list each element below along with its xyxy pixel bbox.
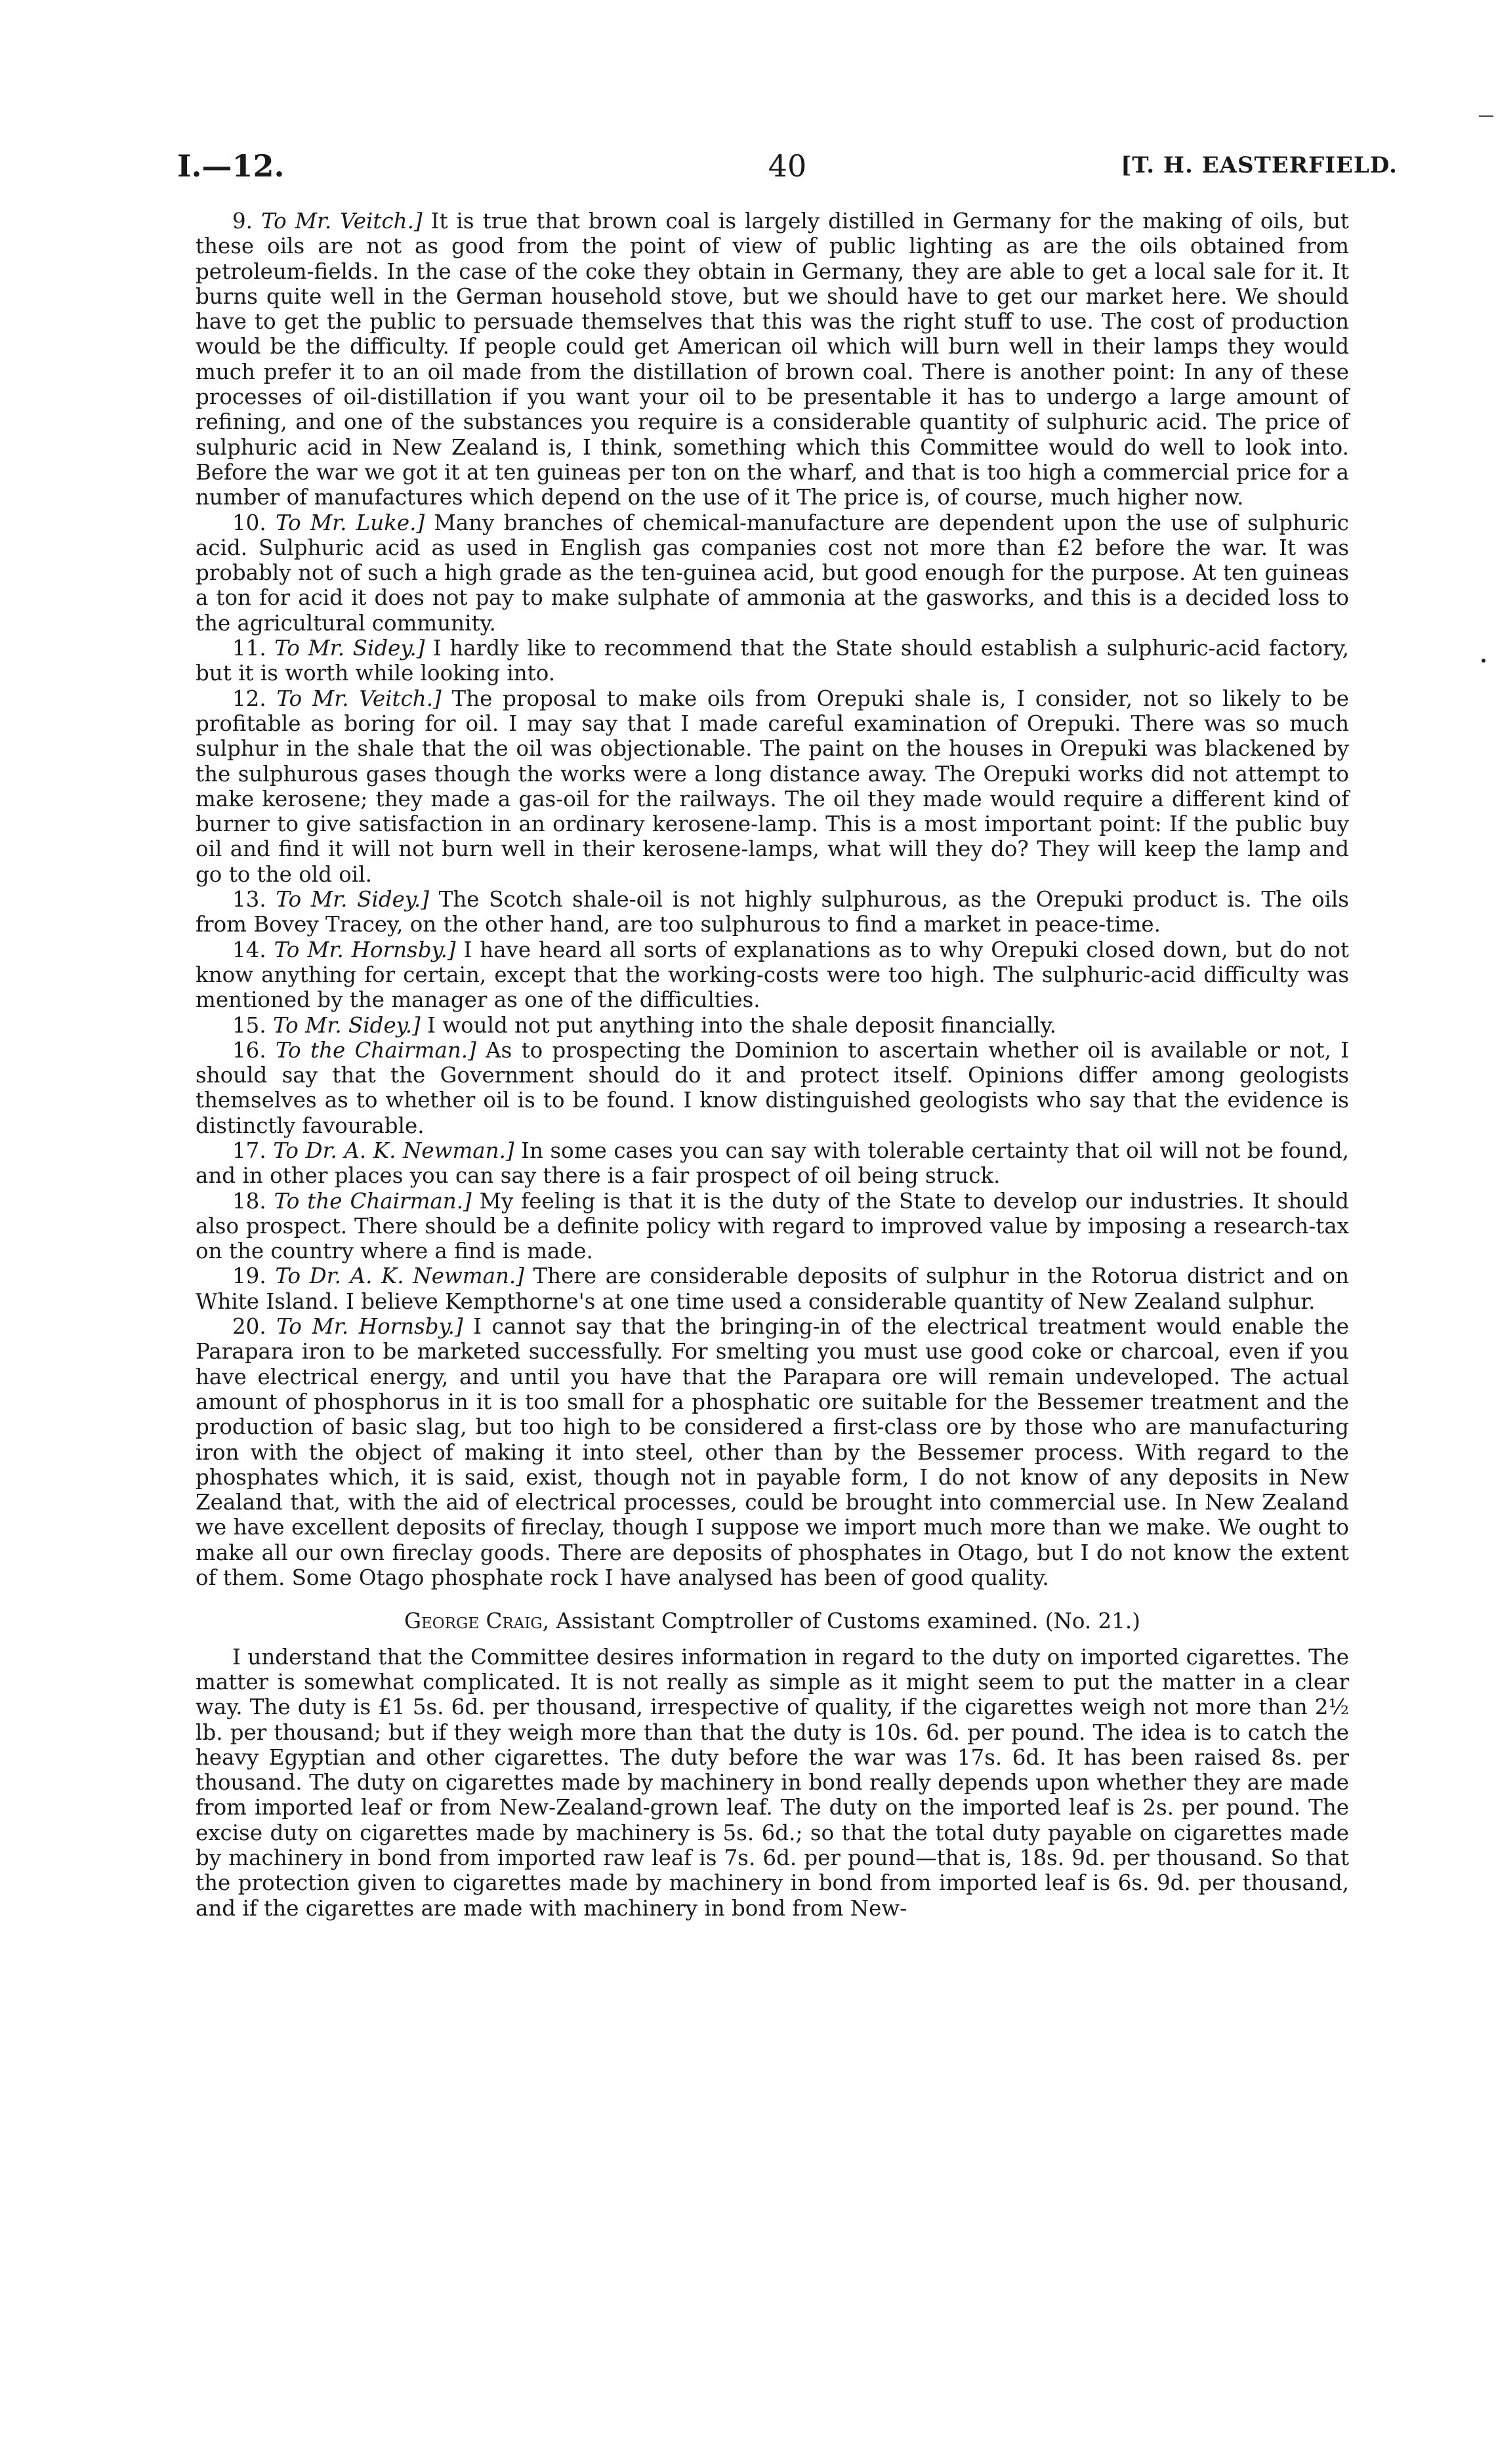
addressee: To Dr. A. K. Newman.] <box>273 1138 514 1163</box>
paragraph-number: 11. <box>232 636 266 661</box>
addressee: To the Chairman.] <box>276 1037 476 1063</box>
paragraph-number: 12. <box>232 686 266 711</box>
paragraph-number: 15. <box>232 1012 266 1038</box>
paragraph-text: It is true that brown coal is largely distilled in Germany for the making of oils, but these oils are not as good from the point of view of public lighting as are the oils obtained from petroleum-fields. In the case of the coke they obtain in Germany, they are able to get a local sale for it. It burns quite well in the German household stove, but we should have to get our market here. We should have to get the public to persuade themselves that this was the right stuff to use. The cost of production would be the difficulty. If people could get American oil which will burn well in their lamps they would much prefer it to an oil made from the distillation of brown coal. There is another point: In any of these processes of oil-distillation if you want your oil to be presentable it has to undergo a large amount of refining, and one of the substances you require is a considerable quantity of sulphuric acid. The price of sulphuric acid in New Zealand is, I think, something which this Committee would do well to look into. Before the war we got it at ten guineas per ton on the wharf, and that is too high a commercial price for a number of manufactures which depend on the use of it The price is, of course, much higher now. <box>196 209 1349 510</box>
paragraph-number: 9. <box>232 209 253 234</box>
closing-paragraph: I understand that the Committee desires information in regard to the duty on imported cigarettes. The matter is somewhat complicated. It is not really as simple as it might seem to put the matter in a clear way. The duty is £1 5s. 6d. per thousand, irrespective of quality, if the cigarettes weigh not more than 2½ lb. per thousand; but if they weigh more than that the duty is 10s. 6d. per pound. The idea is to catch the heavy Egyptian and other cigarettes. The duty before the war was 17s. 6d. It has been raised 8s. per thousand. The duty on cigarettes made by machinery in bond really depends upon whether they are made from imported leaf or from New-Zealand-grown leaf. The duty on the imported leaf is 2s. per pound. The excise duty on cigarettes made by machinery is 5s. 6d.; so that the total duty payable on cigarettes made by machinery in bond from imported raw leaf is 7s. 6d. per pound—that is, 18s. 9d. per thousand. So that the protection given to cigarettes made by machinery in bond from imported leaf is 6s. 9d. per thousand, and if the cigarettes are made with machinery in bond from New- <box>196 1644 1349 1921</box>
page-header <box>177 148 1398 194</box>
paragraph <box>196 1013 1349 1038</box>
paragraph-text: My feeling is that it is the duty of the State to develop our industries. It should also prospect. There should be a definite policy with regard to improved value by imposing a research-tax on the country where a find is made. <box>196 1188 1349 1264</box>
paragraph <box>196 1314 1349 1590</box>
witness-running-head: [T. H. EASTERFIELD. <box>1121 152 1398 178</box>
paragraph-number: 19. <box>232 1263 266 1289</box>
paragraph-text: As to prospecting the Dominion to ascertain whether oil is available or not, I should say that the Government should do it and protect itself. Opinions differ among geologists themselves as to whether oil is to be found. I know distinguished geologists who say that the evidence is distinctly favourable. <box>196 1037 1349 1138</box>
paragraph <box>196 937 1349 1013</box>
addressee: To Mr. Veitch.] <box>261 209 423 234</box>
addressee: To Mr. Luke.] <box>275 510 425 535</box>
paragraph-number: 14. <box>232 937 266 962</box>
witness-name: George Craig <box>404 1609 543 1634</box>
document-body <box>196 209 1349 1921</box>
addressee: To Mr. Sidey.] <box>274 636 425 661</box>
paragraph-text: I cannot say that the bringing-in of the electrical treatment would enable the Parapara iron to be marketed successfully. For smelting you must use good coke or charcoal, even if you have electrical energy, and until you have that the Parapara ore will remain undeveloped. The actual amount of phosphorus in it is too small for a phosphatic ore suitable for the Bessemer treatment and the production of basic slag, but too high to be considered a first-class ore by those who are manufacturing iron with the object of making it into steel, other than by the Bessemer process. With regard to the phosphates which, it is said, exist, though not in payable form, I do not know of any deposits in New Zealand that, with the aid of electrical processes, could be brought into commercial use. In New Zealand we have excellent deposits of fireclay, though I suppose we import much more than we make. We ought to make all our own fireclay goods. There are deposits of phosphates in Otago, but I do not know the extent of them. Some Otago phosphate rock I have analysed has been of good quality. <box>196 1314 1349 1591</box>
witness-description: , Assistant Comptroller of Customs examined. (No. 21.) <box>542 1609 1140 1634</box>
paragraph <box>196 686 1349 887</box>
paragraph-text: I have heard all sorts of explanations as to why Orepuki closed down, but do not know anything for certain, except that the working-costs were too high. The sulphuric-acid difficulty was mentioned by the manager as one of the difficulties. <box>196 937 1349 1013</box>
paragraph-text: Many branches of chemical-manufacture are dependent upon the use of sulphuric acid. Sulphuric acid as used in English gas companies cost not more than £2 before the war. It was probably not of such a high grade as the ten-guinea acid, but good enough for the purpose. At ten guineas a ton for acid it does not pay to make sulphate of ammonia at the gasworks, and this is a decided loss to the agricultural community. <box>196 510 1349 636</box>
addressee: To Mr. Hornsby.] <box>276 1314 463 1340</box>
addressee: To Mr. Hornsby.] <box>274 937 456 962</box>
page-speck <box>1482 659 1486 663</box>
paragraph-text: In some cases you can say with tolerable certainty that oil will not be found, and in other places you can say there is a fair prospect of oil being struck. <box>196 1138 1349 1189</box>
addressee: To Dr. A. K. Newman.] <box>275 1263 524 1289</box>
paragraph <box>196 887 1349 937</box>
addressee: To the Chairman.] <box>274 1188 472 1214</box>
paragraph-text: I hardly like to recommend that the State should establish a sulphuric-acid factory, but it is worth while looking into. <box>196 636 1349 686</box>
addressee: To Mr. Sidey.] <box>273 1012 421 1038</box>
edge-mark <box>1479 115 1493 117</box>
paragraph-text: I would not put anything into the shale deposit financially. <box>420 1012 1056 1038</box>
paragraph-number: 16. <box>232 1037 266 1063</box>
paragraph-number: 18. <box>232 1188 266 1214</box>
paragraph-number: 10. <box>232 510 266 535</box>
paragraph <box>196 510 1349 636</box>
addressee: To Mr. Veitch.] <box>276 686 442 711</box>
paragraph <box>196 636 1349 686</box>
paper-code: I.—12. <box>177 148 285 184</box>
paragraph <box>196 1263 1349 1314</box>
paragraph-text: The Scotch shale-oil is not highly sulphurous, as the Orepuki product is. The oils from Bovey Tracey, on the other hand, are too sulphurous to find a market in peace-time. <box>196 887 1349 937</box>
paragraph-text: The proposal to make oils from Orepuki shale is, I consider, not so likely to be profitable as boring for oil. I may say that I made careful examination of Orepuki. There was so much sulphur in the shale that the oil was objectionable. The paint on the houses in Orepuki was blackened by the sulphurous gases though the works were a long distance away. The Orepuki works did not attempt to make kerosene; they made a gas-oil for the railways. The oil they made would require a different kind of burner to give satisfaction in an ordinary kerosene-lamp. This is a most important point: If the public buy oil and find it will not burn well in their kerosene-lamps, what will they do? They will keep the lamp and go to the old oil. <box>196 686 1349 887</box>
paragraph-number: 13. <box>232 887 266 913</box>
paragraph-number: 20. <box>232 1314 266 1340</box>
page-number: 40 <box>768 148 807 184</box>
paragraph <box>196 1189 1349 1264</box>
paragraph <box>196 1038 1349 1138</box>
paragraph-number: 17. <box>232 1138 266 1163</box>
paragraph-text: There are considerable deposits of sulphur in the Rotorua district and on White Island. I believe Kempthorne's at one time used a considerable quantity of New Zealand sulphur. <box>196 1263 1350 1314</box>
paragraph <box>196 1138 1349 1189</box>
witness-heading <box>196 1609 1349 1633</box>
addressee: To Mr. Sidey.] <box>276 887 429 913</box>
paragraph <box>196 209 1349 510</box>
